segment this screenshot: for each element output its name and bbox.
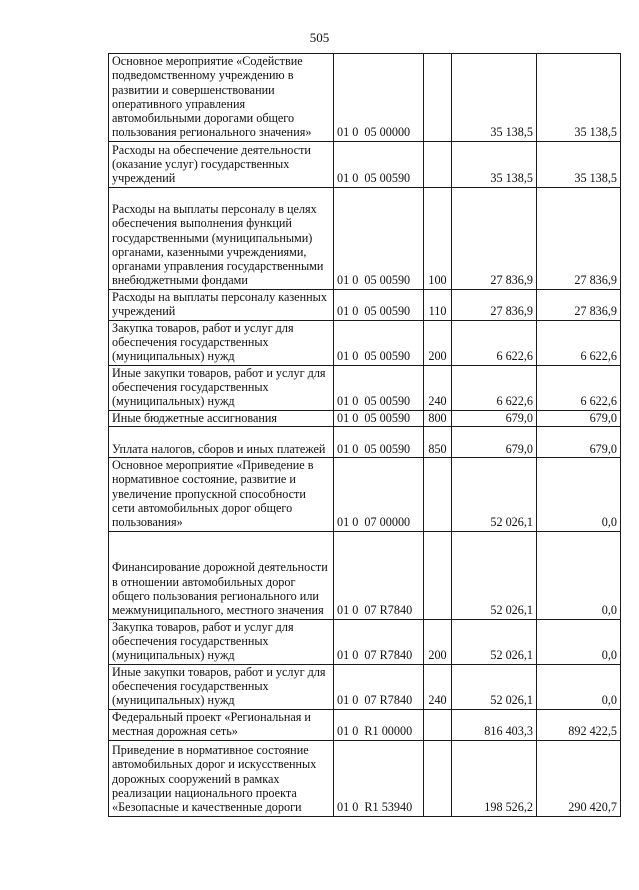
row-code: 01 0 05 00590 — [334, 141, 424, 187]
row-value-1: 198 526,2 — [452, 740, 537, 816]
row-code: 01 0 R1 00000 — [334, 709, 424, 740]
row-value-1: 679,0 — [452, 427, 537, 458]
row-value-1: 27 836,9 — [452, 187, 537, 289]
row-value-1: 679,0 — [452, 410, 537, 426]
budget-table-body — [109, 54, 621, 817]
row-vr — [424, 141, 452, 187]
row-value-2: 0,0 — [537, 458, 621, 531]
row-code: 01 0 05 00590 — [334, 365, 424, 410]
row-vr: 100 — [424, 187, 452, 289]
row-value-1: 52 026,1 — [452, 531, 537, 619]
row-name: Расходы на обеспечение деятельности (оказание услуг) государственных учреждений — [109, 141, 334, 187]
row-name: Иные бюджетные ассигнования — [109, 410, 334, 426]
row-value-2: 679,0 — [537, 427, 621, 458]
table-row — [109, 54, 621, 142]
row-code: 01 0 05 00590 — [334, 187, 424, 289]
row-value-2: 6 622,6 — [537, 320, 621, 365]
row-vr: 800 — [424, 410, 452, 426]
row-name: Уплата налогов, сборов и иных платежей — [109, 427, 334, 458]
budget-table — [108, 53, 621, 817]
row-value-1: 52 026,1 — [452, 458, 537, 531]
row-vr: 110 — [424, 289, 452, 320]
row-vr — [424, 54, 452, 142]
table-row — [109, 141, 621, 187]
row-value-1: 6 622,6 — [452, 320, 537, 365]
row-value-2: 892 422,5 — [537, 709, 621, 740]
table-row — [109, 709, 621, 740]
table-row — [109, 365, 621, 410]
row-value-1: 52 026,1 — [452, 619, 537, 664]
row-vr — [424, 531, 452, 619]
row-name: Приведение в нормативное состояние автомобильных дорог и искусственных дорожных сооружений в рамках реализации национального проекта «Безопасные и качественные дороги — [109, 740, 334, 816]
row-name: Закупка товаров, работ и услуг для обеспечения государственных (муниципальных) нужд — [109, 320, 334, 365]
row-value-2: 679,0 — [537, 410, 621, 426]
row-code: 01 0 05 00590 — [334, 410, 424, 426]
row-value-2: 35 138,5 — [537, 54, 621, 142]
row-name: Иные закупки товаров, работ и услуг для обеспечения государственных (муниципальных) нужд — [109, 664, 334, 709]
row-value-2: 0,0 — [537, 619, 621, 664]
row-vr — [424, 458, 452, 531]
table-row — [109, 410, 621, 426]
table-row — [109, 320, 621, 365]
row-code: 01 0 05 00590 — [334, 289, 424, 320]
row-value-2: 0,0 — [537, 664, 621, 709]
table-row — [109, 531, 621, 619]
row-value-2: 27 836,9 — [537, 187, 621, 289]
row-code: 01 0 05 00590 — [334, 320, 424, 365]
row-name: Основное мероприятие «Приведение в нормативное состояние, развитие и увеличение пропускной способности сети автомобильных дорог общего пользования» — [109, 458, 334, 531]
row-value-2: 35 138,5 — [537, 141, 621, 187]
table-row — [109, 427, 621, 458]
row-vr: 240 — [424, 664, 452, 709]
row-name: Финансирование дорожной деятельности в отношении автомобильных дорог общего пользования регионального или межмуниципального, местного значения — [109, 531, 334, 619]
row-value-1: 816 403,3 — [452, 709, 537, 740]
row-vr: 850 — [424, 427, 452, 458]
row-code: 01 0 07 00000 — [334, 458, 424, 531]
row-code: 01 0 05 00590 — [334, 427, 424, 458]
row-vr: 240 — [424, 365, 452, 410]
table-row — [109, 187, 621, 289]
table-row — [109, 619, 621, 664]
row-value-2: 6 622,6 — [537, 365, 621, 410]
row-value-1: 35 138,5 — [452, 141, 537, 187]
row-name: Расходы на выплаты персоналу в целях обеспечения выполнения функций государственными (муниципальными) органами, казенными учреждениями, органами управления государственными внебюджетными фондами — [109, 187, 334, 289]
row-code: 01 0 07 R7840 — [334, 664, 424, 709]
row-vr — [424, 709, 452, 740]
row-vr: 200 — [424, 320, 452, 365]
row-value-1: 6 622,6 — [452, 365, 537, 410]
table-row — [109, 740, 621, 816]
row-value-1: 35 138,5 — [452, 54, 537, 142]
table-row — [109, 458, 621, 531]
row-name: Основное мероприятие «Содействие подведомственному учреждению в развитии и совершенствовании оперативного управления автомобильными дорогами общего пользования регионального значения» — [109, 54, 334, 142]
table-row — [109, 289, 621, 320]
table-row — [109, 664, 621, 709]
row-value-1: 52 026,1 — [452, 664, 537, 709]
row-name: Иные закупки товаров, работ и услуг для обеспечения государственных (муниципальных) нужд — [109, 365, 334, 410]
row-vr — [424, 740, 452, 816]
row-value-2: 27 836,9 — [537, 289, 621, 320]
page-number: 505 — [309, 30, 330, 45]
row-value-2: 290 420,7 — [537, 740, 621, 816]
row-code: 01 0 05 00000 — [334, 54, 424, 142]
row-value-1: 27 836,9 — [452, 289, 537, 320]
row-code: 01 0 R1 53940 — [334, 740, 424, 816]
row-name: Федеральный проект «Региональная и местная дорожная сеть» — [109, 709, 334, 740]
row-vr: 200 — [424, 619, 452, 664]
row-name: Расходы на выплаты персоналу казенных учреждений — [109, 289, 334, 320]
row-value-2: 0,0 — [537, 531, 621, 619]
row-name: Закупка товаров, работ и услуг для обеспечения государственных (муниципальных) нужд — [109, 619, 334, 664]
row-code: 01 0 07 R7840 — [334, 619, 424, 664]
row-code: 01 0 07 R7840 — [334, 531, 424, 619]
